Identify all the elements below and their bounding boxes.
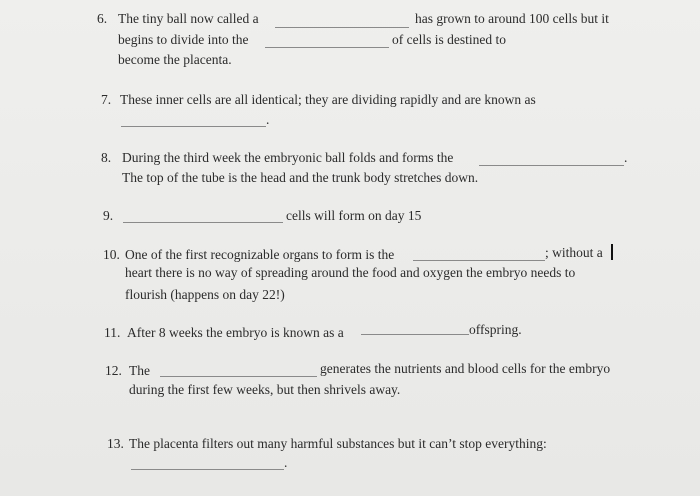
q12-text-line1-a: The <box>129 363 150 378</box>
q6-answer-blank-2[interactable] <box>265 47 389 48</box>
q11-answer-blank[interactable] <box>361 334 469 335</box>
q6-answer-blank-1[interactable] <box>275 27 409 28</box>
q8-number: 8. <box>101 150 112 165</box>
q6-text-line1-a: The tiny ball now called a <box>118 11 259 26</box>
q12-answer-blank[interactable] <box>160 376 317 377</box>
q10-text-line3: flourish (happens on day 22!) <box>125 287 285 302</box>
q9-text: cells will form on day 15 <box>286 208 422 223</box>
q7-answer-blank[interactable] <box>121 126 266 127</box>
q11-text-b: offspring. <box>469 322 522 337</box>
q10-text-line1-a: One of the first recognizable organs to form is the <box>125 247 395 262</box>
q13-text-line1: The placenta filters out many harmful substances but it can’t stop everything: <box>129 436 547 451</box>
q6-number: 6. <box>97 11 108 26</box>
q13-answer-blank[interactable] <box>131 469 284 470</box>
q10-text-line2: heart there is no way of spreading around the food and oxygen the embryo needs to <box>125 265 576 280</box>
q10-number: 10. <box>103 247 120 262</box>
q7-text-line1: These inner cells are all identical; they are dividing rapidly and are known as <box>120 92 536 107</box>
q12-text-line2: during the first few weeks, but then shrivels away. <box>129 382 401 397</box>
q8-text-line1: During the third week the embryonic ball folds and forms the <box>122 150 454 165</box>
q8-period: . <box>624 150 628 165</box>
q13-number: 13. <box>107 436 124 451</box>
q8-text-line2: The top of the tube is the head and the trunk body stretches down. <box>122 170 479 185</box>
q7-period: . <box>266 112 270 127</box>
q12-text-line1-b: generates the nutrients and blood cells for the embryo <box>320 361 611 376</box>
q9-number: 9. <box>103 208 114 223</box>
q11-text-a: After 8 weeks the embryo is known as a <box>127 325 344 340</box>
q8-answer-blank[interactable] <box>479 165 624 166</box>
q11-number: 11. <box>104 325 121 340</box>
q6-text-line1-b: has grown to around 100 cells but it <box>415 11 609 26</box>
q12-number: 12. <box>105 363 122 378</box>
q10-answer-blank[interactable] <box>413 260 545 261</box>
q13-period: . <box>284 455 288 470</box>
q6-text-line2-b: of cells is destined to <box>392 32 506 47</box>
text-cursor <box>611 244 613 260</box>
q6-text-line2-a: begins to divide into the <box>118 32 249 47</box>
q10-text-line1-b: ; without a <box>545 245 603 260</box>
q7-number: 7. <box>101 92 112 107</box>
q6-text-line3: become the placenta. <box>118 52 232 67</box>
q9-answer-blank[interactable] <box>123 222 283 223</box>
